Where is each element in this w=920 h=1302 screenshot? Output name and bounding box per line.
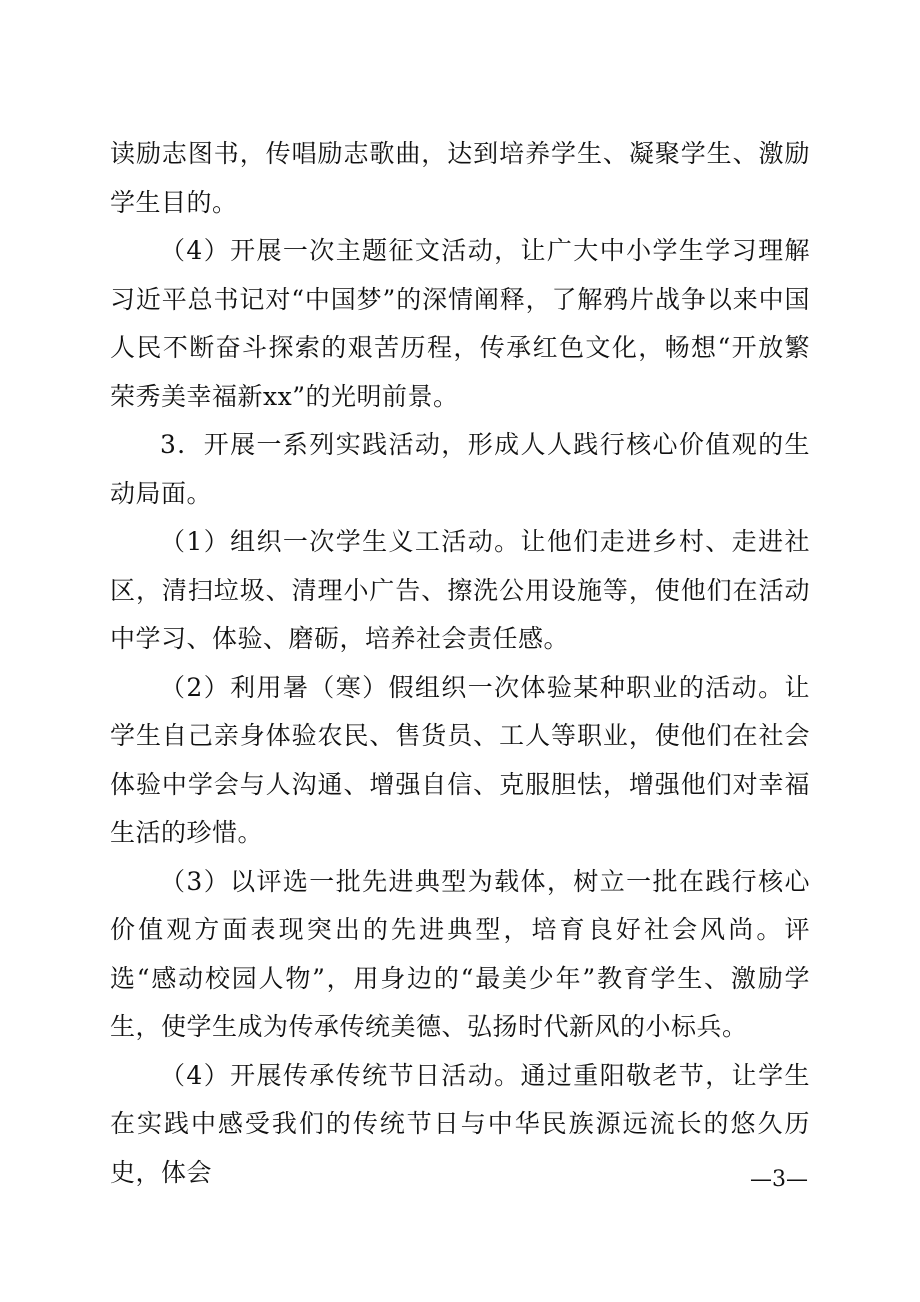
document-body [110,130,810,1197]
paragraph-item-4-essay: （4）开展一次主题征文活动，让广大中小学生学习理解习近平总书记对“中国梦”的深情阐释，了解鸦片战争以来中国人民不断奋斗探索的艰苦历程，传承红色文化，畅想“开放繁荣秀美幸福新xx”的光明前景。 [110,236,810,411]
paragraph-item-3-models: （3）以评选一批先进典型为载体，树立一批在践行核心价值观方面表现突出的先进典型，培育良好社会风尚。评选“感动校园人物”，用身边的“最美少年”教育学生、激励学生，使学生成为传承传统美德、弘扬时代新风的小标兵。 [110,866,810,1041]
paragraph-continuation: 读励志图书，传唱励志歌曲，达到培养学生、凝聚学生、激励学生目的。 [110,139,810,217]
paragraph-item-2-career: （2）利用暑（寒）假组织一次体验某种职业的活动。让学生自己亲身体验农民、售货员、工人等职业，使他们在社会体验中学会与人沟通、增强自信、克服胆怯，增强他们对幸福生活的珍惜。 [110,672,810,847]
page-number: —3— [750,1167,808,1192]
paragraph-item-4-festival: （4）开展传承传统节日活动。通过重阳敬老节，让学生在实践中感受我们的传统节日与中华民族源远流长的悠久历史，体会 [110,1060,810,1187]
paragraph-section-3: 3．开展一系列实践活动，形成人人践行核心价值观的生动局面。 [110,430,810,508]
paragraph-item-1-volunteer: （1）组织一次学生义工活动。让他们走进乡村、走进社区，清扫垃圾、清理小广告、擦洗公用设施等，使他们在活动中学习、体验、磨砺，培养社会责任感。 [110,527,810,653]
